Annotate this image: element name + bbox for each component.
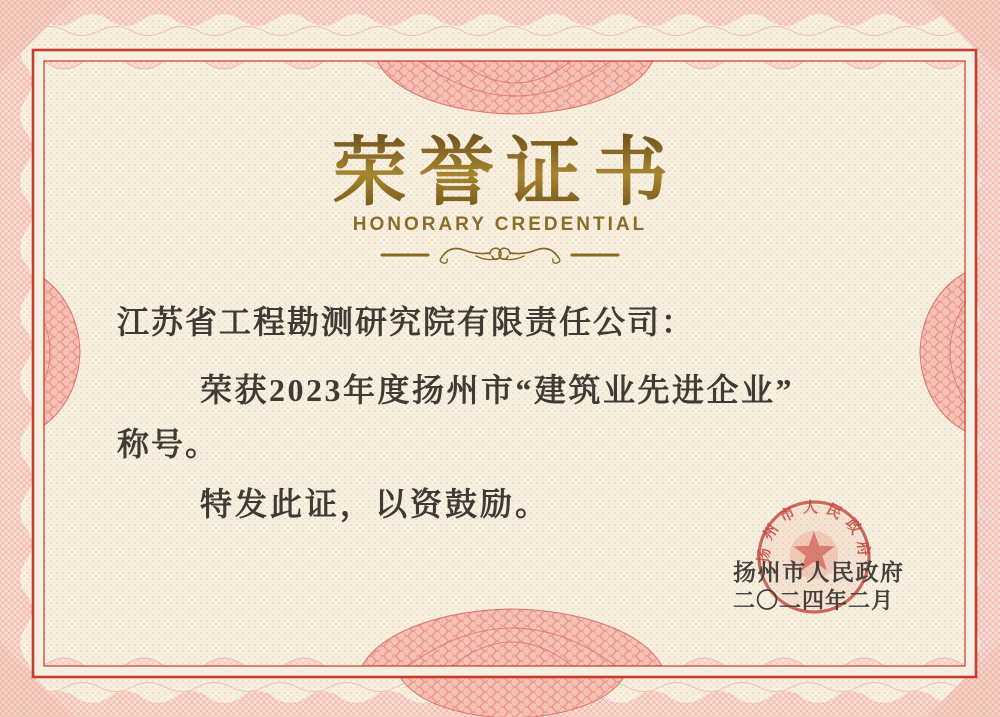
- recipient-line: 江苏省工程勘测研究院有限责任公司：: [117, 304, 696, 340]
- certificate-subtitle: HONORARY CREDENTIAL: [352, 214, 648, 235]
- flourish-divider-icon: [380, 241, 620, 269]
- closing-line: 特发此证，以资鼓励。: [200, 486, 551, 522]
- award-line-continued: 称号。: [117, 426, 220, 462]
- certificate-title: 荣誉证书: [0, 113, 1000, 220]
- issuer-name: 扬州市人民政府: [733, 560, 905, 585]
- seal-arc-text: 扬州市人民政府: [756, 500, 872, 564]
- issue-date: 二〇二四年二月: [733, 588, 895, 613]
- award-line: 荣获2023年度扬州市“建筑业先进企业”: [200, 372, 795, 408]
